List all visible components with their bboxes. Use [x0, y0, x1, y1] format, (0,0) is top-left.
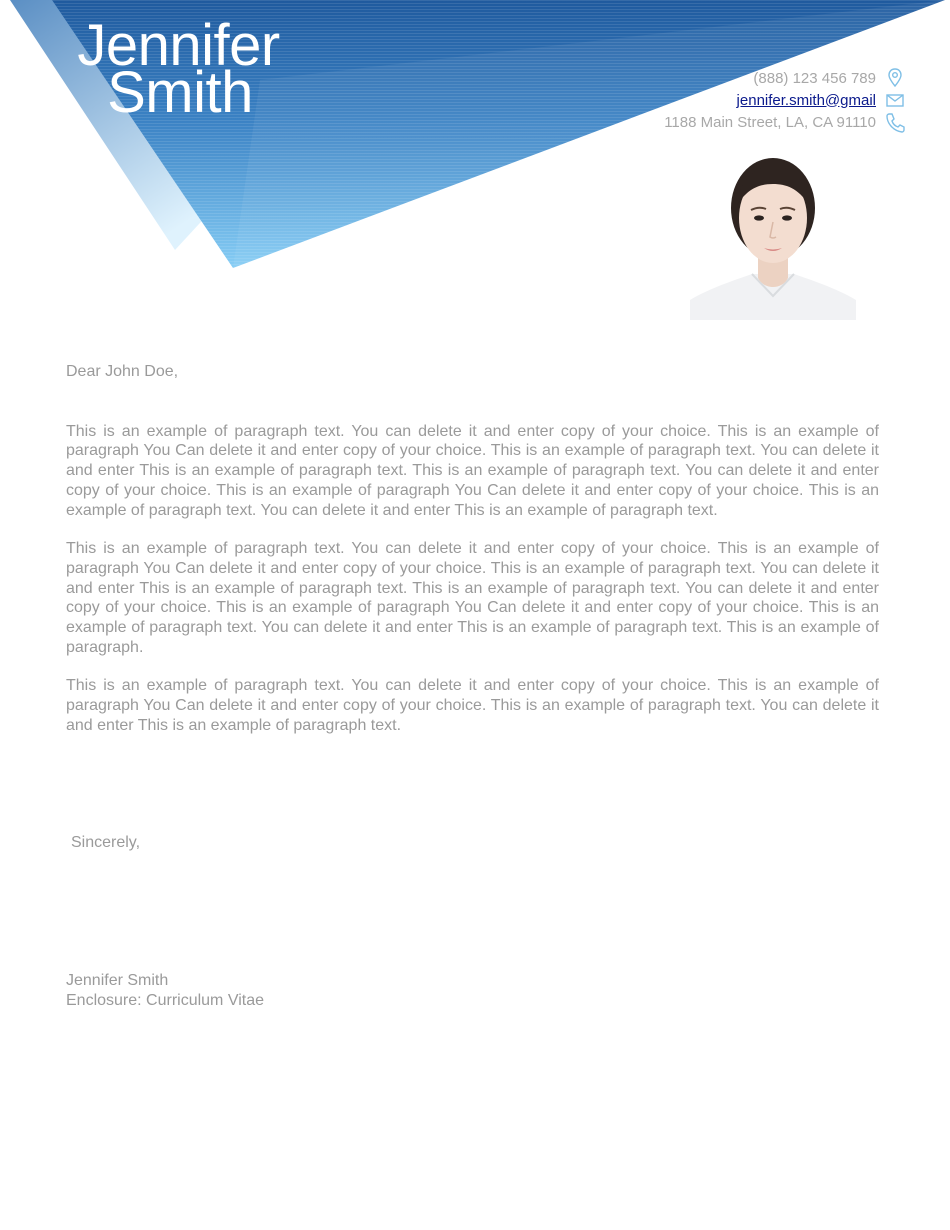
- first-name: Jennifer: [77, 13, 280, 78]
- profile-photo: [690, 150, 856, 320]
- contact-address-row: [664, 111, 876, 133]
- envelope-icon: [884, 89, 906, 111]
- signature-name: Jennifer Smith: [66, 972, 169, 989]
- contact-email-row: [664, 89, 876, 111]
- signature-block: [66, 971, 264, 1011]
- address-text: 1188 Main Street, LA, CA 91110: [664, 113, 876, 131]
- contact-block: [664, 67, 876, 133]
- location-pin-icon: [884, 67, 906, 89]
- email-link[interactable]: jennifer.smith@gmail: [736, 91, 876, 109]
- paragraph: This is an example of paragraph text. You can delete it and enter copy of your choice. This is an example of paragraph You Can delete it and enter copy of your choice. This is an example of paragraph text. You can delete it and enter This is an example of paragraph text. This is an example of paragraph text. You can delete it and enter copy of your choice. This is an example of paragraph You Can delete it and enter copy of your choice. This is an example of paragraph text. You can delete it and enter This is an example of paragraph text. This is an example of paragraph.: [66, 540, 879, 656]
- enclosure-note: Enclosure: Curriculum Vitae: [66, 992, 265, 1009]
- paragraph: This is an example of paragraph text. You can delete it and enter copy of your choice. This is an example of paragraph You Can delete it and enter copy of your choice. This is an example of paragraph text. You can delete it and enter This is an example of paragraph text.: [66, 677, 879, 734]
- applicant-name: [0, 13, 360, 125]
- phone-text: (888) 123 456 789: [753, 69, 876, 87]
- last-name: Smith: [107, 60, 253, 125]
- greeting: Dear John Doe,: [66, 363, 179, 380]
- paragraph: This is an example of paragraph text. You can delete it and enter copy of your choice. This is an example of paragraph You Can delete it and enter copy of your choice. This is an example of paragraph text. You can delete it and enter This is an example of paragraph text. This is an example of paragraph text. You can delete it and enter copy of your choice. This is an example of paragraph You Can delete it and enter copy of your choice. This is an example of paragraph text. You can delete it and enter This is an example of paragraph text.: [66, 422, 879, 519]
- closing: Sincerely,: [71, 834, 141, 851]
- portrait-illustration: [690, 150, 856, 320]
- contact-phone-row: [664, 67, 876, 89]
- letter-body: [66, 362, 879, 755]
- phone-icon: [884, 111, 906, 133]
